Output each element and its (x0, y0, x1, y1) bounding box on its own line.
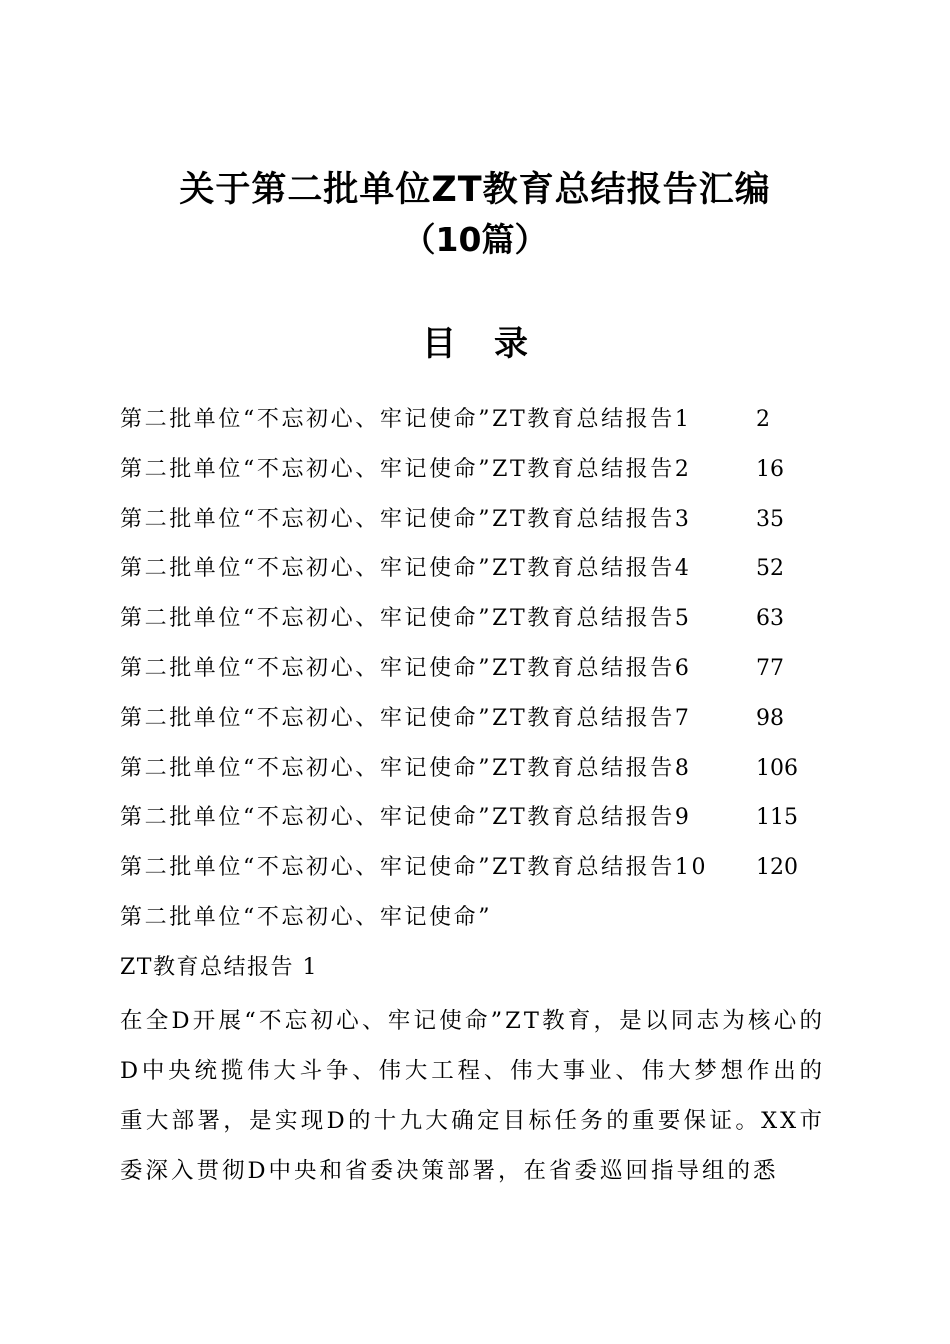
toc-entry-page: 120 (756, 855, 798, 881)
table-of-contents (120, 400, 840, 898)
toc-heading: 目录 (422, 324, 566, 364)
toc-entry-page: 52 (756, 556, 784, 582)
toc-entry-3[interactable] (120, 500, 840, 550)
toc-entry-1[interactable] (120, 400, 840, 450)
toc-entry-page: 98 (756, 705, 784, 731)
toc-entry-label: 第二批单位“不忘初心、牢记使命”ZT教育总结报告7 (120, 705, 692, 731)
toc-entry-page: 2 (756, 407, 770, 432)
section-title-line-1: 第二批单位“不忘初心、牢记使命” (120, 905, 493, 930)
toc-entry-label: 第二批单位“不忘初心、牢记使命”ZT教育总结报告1 (120, 407, 692, 432)
toc-entry-label: 第二批单位“不忘初心、牢记使命”ZT教育总结报告5 (120, 606, 692, 632)
toc-entry-8[interactable] (120, 749, 840, 799)
toc-entry-label: 第二批单位“不忘初心、牢记使命”ZT教育总结报告6 (120, 655, 692, 681)
section-title-line-2: ZT教育总结报告 1 (120, 955, 318, 980)
toc-entry-2[interactable] (120, 450, 840, 500)
toc-entry-10[interactable] (120, 848, 840, 898)
body-paragraph: 在全D开展“不忘初心、牢记使命”ZT教育，是以同志为核心的D中央统揽伟大斗争、伟大工程、伟大事业、伟大梦想作出的重大部署，是实现D的十九大确定目标任务的重要保证。XX市委深入贯彻D中央和省委决策部署，在省委巡回指导组的悉 (120, 1008, 825, 1184)
toc-entry-7[interactable] (120, 699, 840, 749)
toc-entry-label: 第二批单位“不忘初心、牢记使命”ZT教育总结报告3 (120, 506, 692, 532)
toc-entry-4[interactable] (120, 549, 840, 599)
toc-entry-label: 第二批单位“不忘初心、牢记使命”ZT教育总结报告10 (120, 855, 709, 881)
toc-entry-label: 第二批单位“不忘初心、牢记使命”ZT教育总结报告9 (120, 805, 692, 831)
toc-entry-6[interactable] (120, 649, 840, 699)
document-subtitle: （10篇） (402, 220, 548, 259)
document-title: 关于第二批单位ZT教育总结报告汇编 (179, 170, 771, 210)
toc-entry-label: 第二批单位“不忘初心、牢记使命”ZT教育总结报告2 (120, 456, 692, 482)
toc-entry-page: 63 (756, 606, 784, 632)
toc-entry-label: 第二批单位“不忘初心、牢记使命”ZT教育总结报告8 (120, 755, 692, 781)
toc-entry-page: 16 (756, 456, 784, 482)
toc-entry-page: 115 (756, 805, 798, 831)
toc-entry-page: 35 (756, 506, 784, 532)
toc-entry-label: 第二批单位“不忘初心、牢记使命”ZT教育总结报告4 (120, 556, 692, 582)
toc-entry-page: 77 (756, 655, 784, 681)
toc-entry-9[interactable] (120, 798, 840, 848)
toc-entry-page: 106 (756, 755, 798, 781)
toc-entry-5[interactable] (120, 599, 840, 649)
